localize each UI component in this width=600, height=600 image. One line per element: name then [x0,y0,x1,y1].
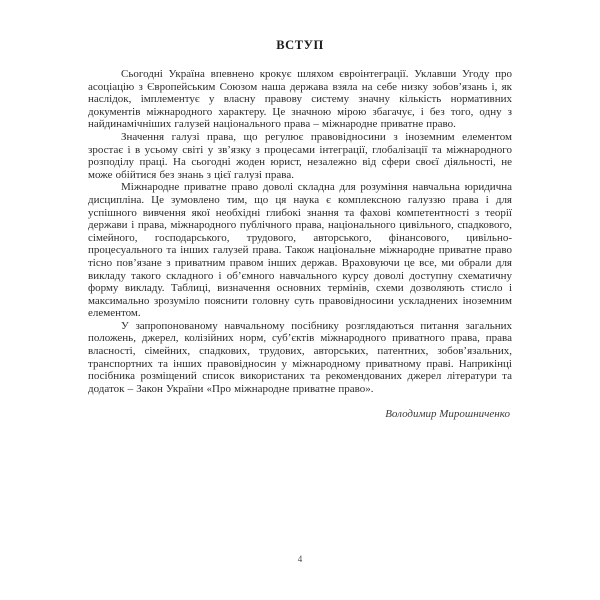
author-signature: Володимир Мирошниченко [385,408,510,421]
page-number: 4 [297,554,303,564]
paragraph-2: Значення галузі права, що регулює правовідносини з іноземним елементом зростає і в усьому світі у зв’язку з процесами інтеграції, глобалізації та міжнародного розподілу праці. На сьогодні жоден юрист, незалежно від сфери своєї діяльності, не може обійтися без знань з цієї галузі права. [88,130,512,181]
paragraph-4: У запропонованому навчальному посібнику розглядаються питання загальних положень, джерел, колізійних норм, суб’єктів міжнародного приватного права, права власності, сімейних, спадкових, трудових, авторських, патентних, зобов’язальних, транспортних та інших правовідносин у міжнародному приватному праві. Наприкінці посібника розміщений список використаних та рекомендованих джерел літератури та додаток – Закон України «Про міжнародне приватне право». [88,319,512,395]
page-title: ВСТУП [276,38,324,52]
paragraph-3: Міжнародне приватне право доволі складна для розуміння навчальна юридична дисципліна. Це зумовлено тим, що ця наука є комплексною галуззю права і для успішного вивчення якої необхідні глибокі знання та фахові компетентності з теорії держави і права, міжнародного публічного права, національного цивільного, спадкового, сімейного, господарського, трудового, авторського, фінансового, цивільно-процесуального та інших галузей права. Також національне міжнародне приватне право тісно пов’язане з приватним правом інших держав. Враховуючи це все, ми обрали для викладу такого складного і об’ємного навчального курсу доволі доступну схематичну форму викладу. Таблиці, визначення основних термінів, схеми дозволяють стисло і максимально зрозуміло пояснити головну суть правовідносини ускладнених іноземним елементом. [88,181,512,320]
text-block [88,38,512,420]
paragraph-1: Сьогодні Україна впевнено крокує шляхом євроінтеграції. Уклавши Угоду про асоціацію з Європейським Союзом наша держава взяла на себе низку зобов’язань і, як наслідок, імплементує у власну правову систему значну кількість нормативних документів міжнародного характеру. Це значною мірою збагачує, і без того, одну з найдинамічніших галузей національного права – міжнародне приватне право. [88,68,512,131]
